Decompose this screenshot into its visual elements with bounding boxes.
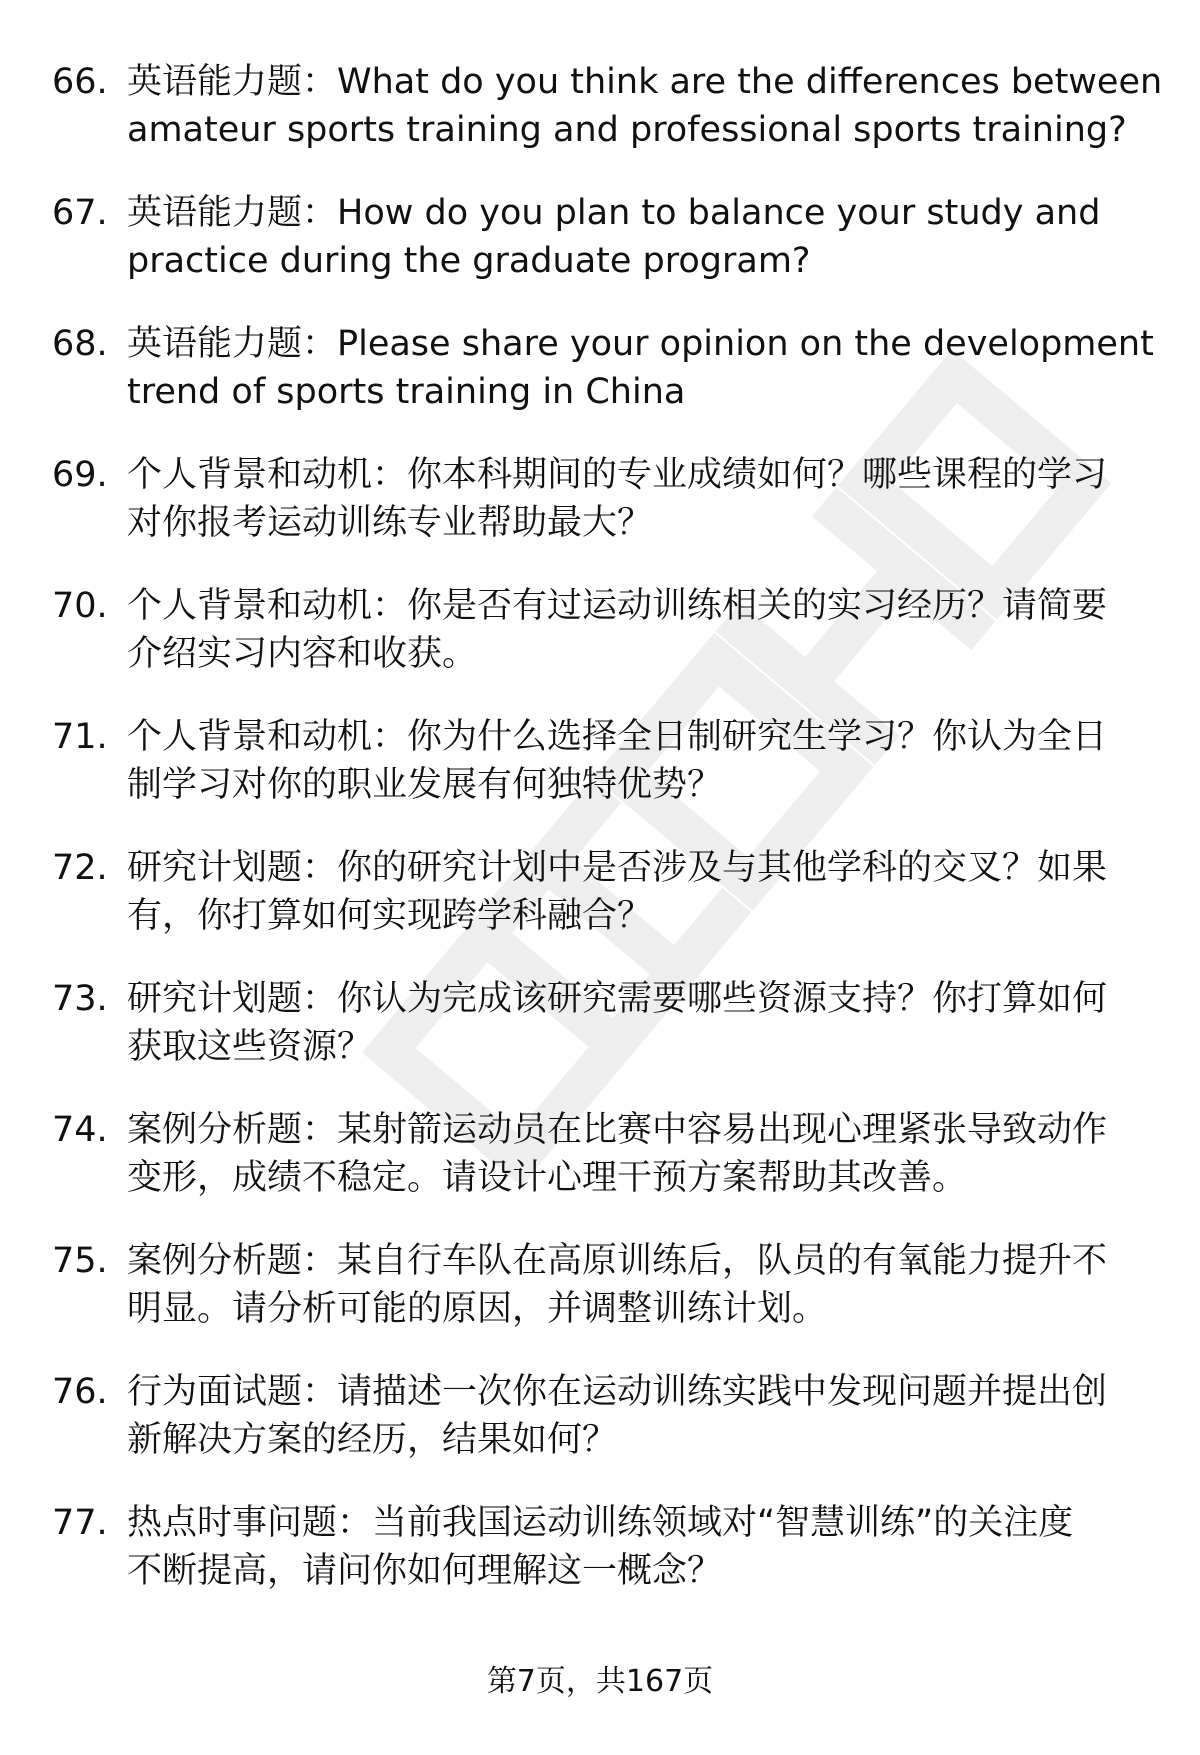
question-number: 69. [52, 455, 108, 495]
question-number: 71. [52, 717, 108, 757]
question-item [0, 844, 1200, 975]
question-text [127, 58, 1167, 154]
question-item [0, 58, 1200, 189]
question-line: 个人背景和动机：你是否有过运动训练相关的实习经历？请简要 [127, 586, 1108, 626]
question-number: 73. [52, 979, 108, 1019]
question-line: 英语能力题：Please share your opinion on the development [127, 324, 1154, 364]
question-line: 明显。请分析可能的原因，并调整训练计划。 [127, 1289, 828, 1329]
question-line: 个人背景和动机：你本科期间的专业成绩如何？哪些课程的学习 [127, 455, 1108, 495]
question-text [127, 1237, 1167, 1333]
question-line: 个人背景和动机：你为什么选择全日制研究生学习？你认为全日 [127, 717, 1108, 757]
question-line: 介绍实习内容和收获。 [127, 634, 478, 674]
question-number: 70. [52, 586, 108, 626]
question-line: 研究计划题：你认为完成该研究需要哪些资源支持？你打算如何 [127, 979, 1108, 1019]
question-text [127, 582, 1167, 678]
question-text [127, 1106, 1167, 1202]
question-line: 对你报考运动训练专业帮助最大？ [127, 503, 653, 543]
question-line: 案例分析题：某自行车队在高原训练后，队员的有氧能力提升不 [127, 1241, 1108, 1281]
question-line: 不断提高，请问你如何理解这一概念？ [127, 1551, 723, 1591]
question-line: trend of sports training in China [127, 372, 686, 412]
question-number: 67. [52, 193, 108, 233]
question-number: 75. [52, 1241, 108, 1281]
question-line: 获取这些资源？ [127, 1027, 373, 1067]
question-line: 有，你打算如何实现跨学科融合？ [127, 896, 653, 936]
question-text [127, 844, 1167, 940]
page-footer: 第7页，共167页 [486, 1664, 714, 1699]
question-item [0, 1237, 1200, 1368]
question-item [0, 451, 1200, 582]
question-line: 案例分析题：某射箭运动员在比赛中容易出现心理紧张导致动作 [127, 1110, 1108, 1150]
question-text [127, 713, 1167, 809]
question-number: 76. [52, 1372, 108, 1412]
question-line: 英语能力题：How do you plan to balance your study and [127, 193, 1101, 233]
question-line: 制学习对你的职业发展有何独特优势？ [127, 765, 723, 805]
question-line: 热点时事问题：当前我国运动训练领域对“智慧训练”的关注度 [127, 1503, 1074, 1543]
question-line: 变形，成绩不稳定。请设计心理干预方案帮助其改善。 [127, 1158, 968, 1198]
question-number: 74. [52, 1110, 108, 1150]
question-number: 68. [52, 324, 108, 364]
question-text [127, 1368, 1167, 1464]
question-text [127, 189, 1167, 285]
question-number: 77. [52, 1503, 108, 1543]
question-item [0, 189, 1200, 320]
question-line: practice during the graduate program? [127, 241, 811, 281]
question-item [0, 1499, 1200, 1630]
question-item [0, 1106, 1200, 1237]
question-item [0, 713, 1200, 844]
question-text [127, 1499, 1167, 1595]
question-text [127, 320, 1167, 416]
question-line: amateur sports training and professional sports training? [127, 110, 1127, 150]
question-list [0, 58, 1200, 1630]
question-line: 研究计划题：你的研究计划中是否涉及与其他学科的交叉？如果 [127, 848, 1108, 888]
question-item [0, 582, 1200, 713]
question-number: 66. [52, 62, 108, 102]
question-text [127, 975, 1167, 1071]
question-line: 英语能力题：What do you think are the differences between [127, 62, 1163, 102]
question-item [0, 1368, 1200, 1499]
question-item [0, 975, 1200, 1106]
question-line: 新解决方案的经历，结果如何？ [127, 1420, 618, 1460]
question-item [0, 320, 1200, 451]
question-line: 行为面试题：请描述一次你在运动训练实践中发现问题并提出创 [127, 1372, 1108, 1412]
question-number: 72. [52, 848, 108, 888]
question-text [127, 451, 1167, 547]
